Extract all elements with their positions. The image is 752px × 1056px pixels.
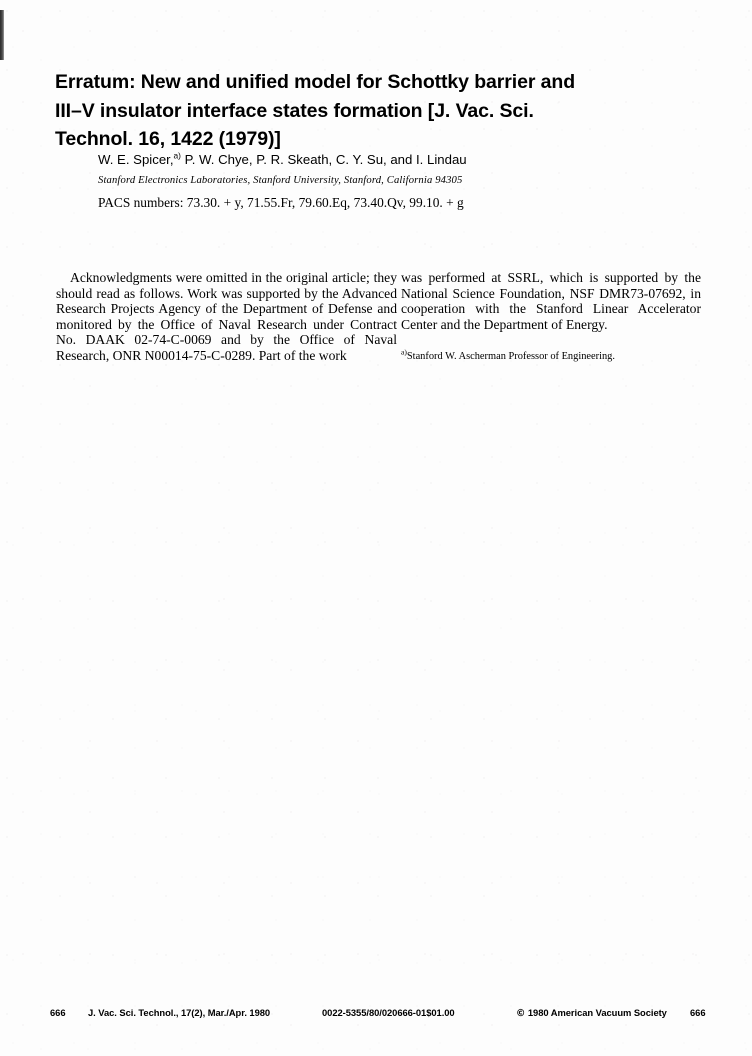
title-line-2: III–V insulator interface states formation [J. Vac. Sci. — [55, 99, 534, 122]
body-column-left — [56, 270, 397, 364]
footnote-text: Stanford W. Ascherman Professor of Engineering. — [406, 351, 615, 362]
page-title — [55, 68, 685, 154]
footer-copyright-text: 1980 American Vacuum Society — [527, 1007, 667, 1018]
authors-before-marker: W. E. Spicer, — [98, 152, 174, 167]
authors-after-marker: P. W. Chye, P. R. Skeath, C. Y. Su, and I. Lindau — [180, 152, 467, 167]
copyright-icon: © — [516, 1008, 526, 1019]
footnote-marker: a) — [401, 347, 407, 357]
footer-journal-citation: J. Vac. Sci. Technol., 17(2), Mar./Apr. 1980 — [88, 1007, 271, 1018]
footer-copyright — [516, 1005, 667, 1022]
title-line-3: Technol. 16, 1422 (1979)] — [55, 128, 281, 151]
acknowledgment-paragraph-right: was performed at SSRL, which is supported by the National Science Foundation, NSF DMR73-07692, in cooperation with the Stanford Linear Accelerator Center and the Department of Energy. — [401, 270, 701, 332]
author-list — [98, 152, 467, 168]
affiliation: Stanford Electronics Laboratories, Stanford University, Stanford, California 94305 — [98, 175, 463, 186]
author-footnote-marker: a) — [173, 150, 181, 161]
footer-page-number-left: 666 — [50, 1007, 66, 1018]
acknowledgment-paragraph-left: Acknowledgments were omitted in the original article; they should read as follows. Work was supported by the Advanced Research Projects Agency of the Department of Defense and monitored by the Office of Naval Research under Contract No. DAAK 02-74-C-0069 and by the Office of Naval Research, ONR N00014-75-C-0289. Part of the work — [56, 270, 397, 363]
author-footnote — [401, 347, 701, 363]
body-column-right — [401, 270, 701, 332]
page-footer — [50, 1005, 710, 1021]
footer-page-number-right: 666 — [690, 1007, 706, 1018]
footer-article-code: 0022-5355/80/020666-01$01.00 — [322, 1007, 455, 1018]
title-line-1: Erratum: New and unified model for Schottky barrier and — [55, 71, 576, 94]
pacs-numbers: PACS numbers: 73.30. + y, 71.55.Fr, 79.60.Eq, 73.40.Qv, 99.10. + g — [98, 195, 464, 210]
